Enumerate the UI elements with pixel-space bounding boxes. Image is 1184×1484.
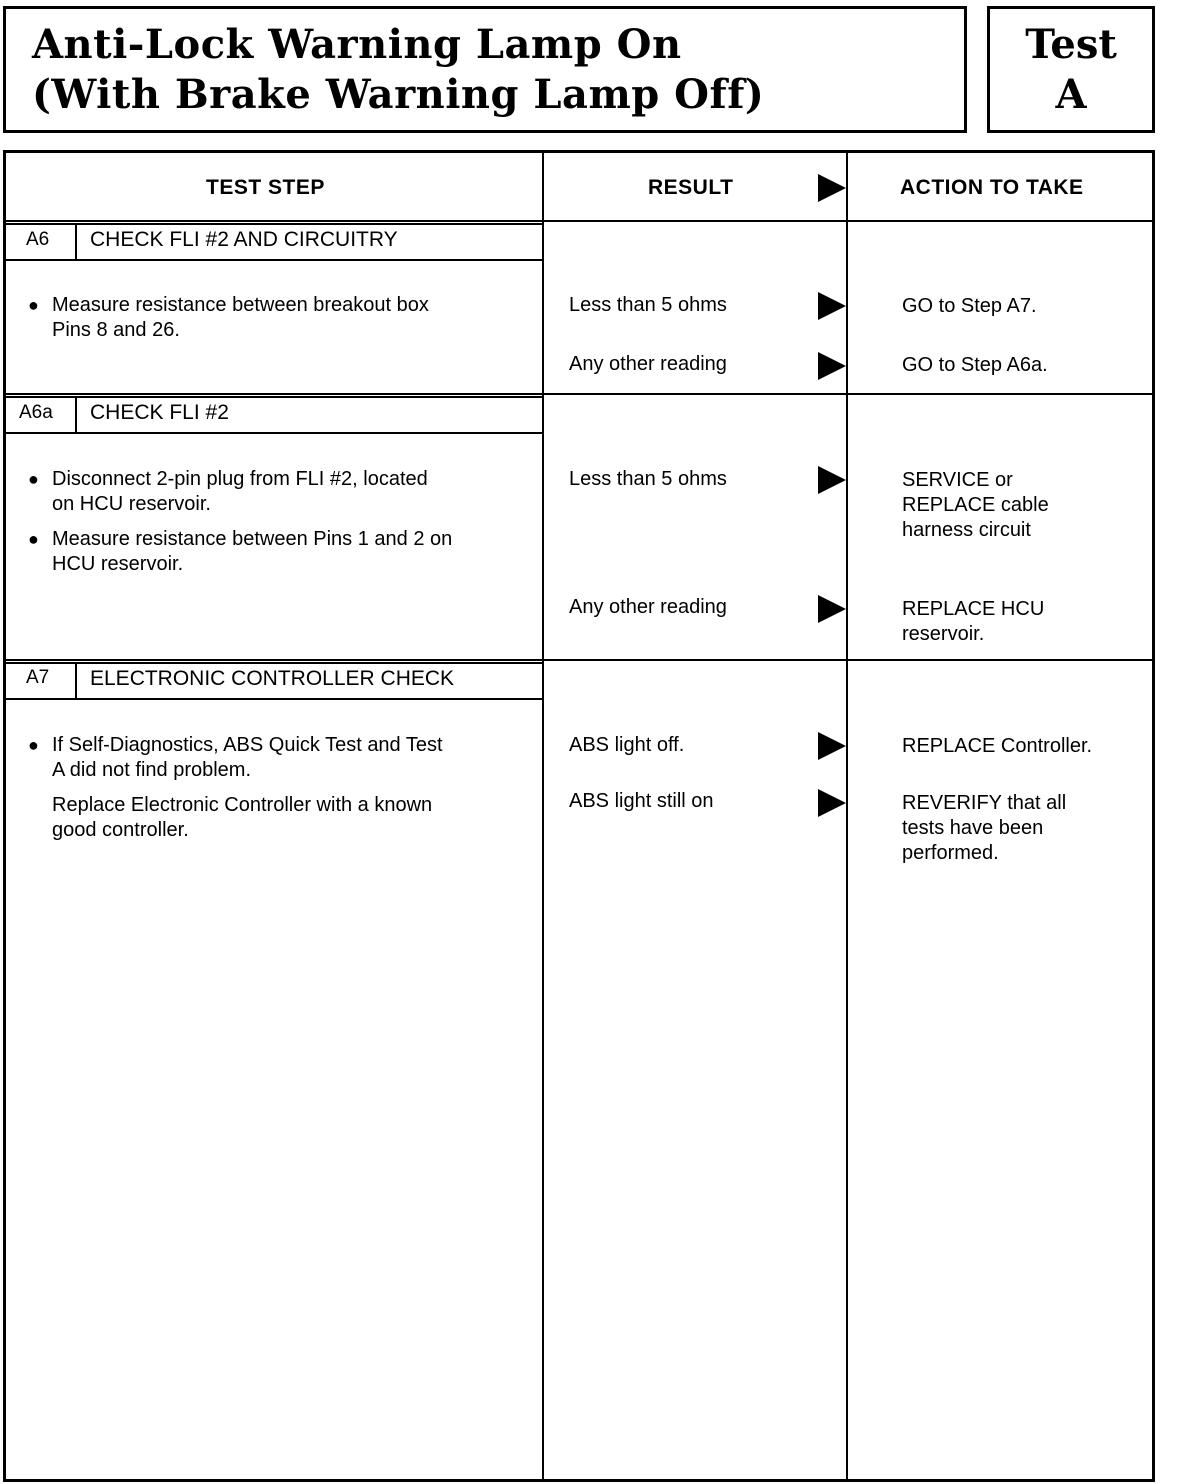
step-title-a6a: CHECK FLI #2	[90, 401, 229, 424]
page-title-line-1: Anti-Lock Warning Lamp On	[32, 21, 682, 68]
step-a6-top-line	[3, 223, 543, 225]
bullet-icon: ●	[28, 295, 39, 315]
step-a7-action-2-line-3: performed.	[902, 842, 999, 864]
step-a6a-result-2-arrow-icon	[818, 595, 846, 623]
step-a7-instruction-2-line-2: good controller.	[52, 819, 189, 841]
step-a6-title-underline	[3, 259, 543, 261]
step-a7-action-2-line-2: tests have been	[902, 817, 1044, 839]
step-a6a-top-line	[3, 396, 543, 398]
step-a6-bottom-line	[3, 393, 1155, 395]
step-a6a-result-1: Less than 5 ohms	[569, 468, 727, 490]
header-action: ACTION TO TAKE	[900, 176, 1084, 199]
header-divider	[3, 220, 1155, 222]
page-title-line-2: (With Brake Warning Lamp Off)	[32, 71, 765, 118]
step-id-a6a: A6a	[19, 402, 53, 423]
step-a6-action-2: GO to Step A6a.	[902, 354, 1048, 376]
header-result: RESULT	[648, 176, 734, 199]
test-label-line-2: A	[1055, 71, 1087, 118]
step-a7-title-underline	[3, 698, 543, 700]
step-a6-instruction-1-line-2: Pins 8 and 26.	[52, 319, 180, 341]
step-a6a-action-1-line-2: REPLACE cable	[902, 494, 1049, 516]
step-a7-top-line	[3, 662, 543, 664]
step-a7-result-1: ABS light off.	[569, 734, 685, 756]
step-a7-action-1: REPLACE Controller.	[902, 735, 1093, 757]
step-a6a-action-2-line-1: REPLACE HCU	[902, 598, 1045, 620]
step-a7-id-divider	[75, 662, 77, 699]
step-title-a7: ELECTRONIC CONTROLLER CHECK	[90, 667, 455, 690]
step-a7-instruction-2-line-1: Replace Electronic Controller with a known	[52, 794, 433, 816]
step-a7-instruction-1-line-1: If Self-Diagnostics, ABS Quick Test and Test	[52, 734, 443, 756]
step-a7-instruction-1-line-2: A did not find problem.	[52, 759, 252, 781]
test-label-line-1: Test	[1025, 21, 1117, 68]
step-a6a-id-divider	[75, 396, 77, 433]
step-a6a-action-2-line-2: reservoir.	[902, 623, 985, 645]
column-divider-left	[542, 150, 544, 1482]
step-a6a-instruction-2-line-1: Measure resistance between Pins 1 and 2 on	[52, 528, 453, 550]
test-label-box	[987, 6, 1155, 133]
header-test-step: TEST STEP	[206, 176, 325, 199]
header-arrow-icon	[818, 174, 846, 202]
bullet-icon: ●	[28, 735, 39, 755]
step-a6-result-1-arrow-icon	[818, 292, 846, 320]
step-a6-result-2-arrow-icon	[818, 352, 846, 380]
step-a7-result-2: ABS light still on	[569, 790, 714, 812]
step-id-a7: A7	[26, 667, 50, 688]
step-title-a6: CHECK FLI #2 AND CIRCUITRY	[90, 228, 398, 251]
step-a7-action-2-line-1: REVERIFY that all	[902, 792, 1067, 814]
step-a6-id-divider	[75, 223, 77, 260]
step-a6a-action-1-line-1: SERVICE or	[902, 469, 1013, 491]
step-a6-result-1: Less than 5 ohms	[569, 294, 727, 316]
step-id-a6: A6	[26, 229, 50, 250]
step-a6-result-2: Any other reading	[569, 353, 727, 375]
step-a6a-bottom-line	[3, 659, 1155, 661]
step-a6a-result-2: Any other reading	[569, 596, 727, 618]
step-a7-result-1-arrow-icon	[818, 732, 846, 760]
step-a6-action-1: GO to Step A7.	[902, 295, 1037, 317]
step-a6a-instruction-2-line-2: HCU reservoir.	[52, 553, 184, 575]
step-a6a-instruction-1-line-2: on HCU reservoir.	[52, 493, 211, 515]
bullet-icon: ●	[28, 529, 39, 549]
step-a6a-title-underline	[3, 432, 543, 434]
step-a6-instruction-1-line-1: Measure resistance between breakout box	[52, 294, 429, 316]
bullet-icon: ●	[28, 469, 39, 489]
step-a7-result-2-arrow-icon	[818, 789, 846, 817]
step-a6a-instruction-1-line-1: Disconnect 2-pin plug from FLI #2, located	[52, 468, 428, 490]
step-a6a-result-1-arrow-icon	[818, 466, 846, 494]
step-a6a-action-1-line-3: harness circuit	[902, 519, 1031, 541]
title-box	[3, 6, 967, 133]
column-divider-right	[846, 150, 848, 1482]
